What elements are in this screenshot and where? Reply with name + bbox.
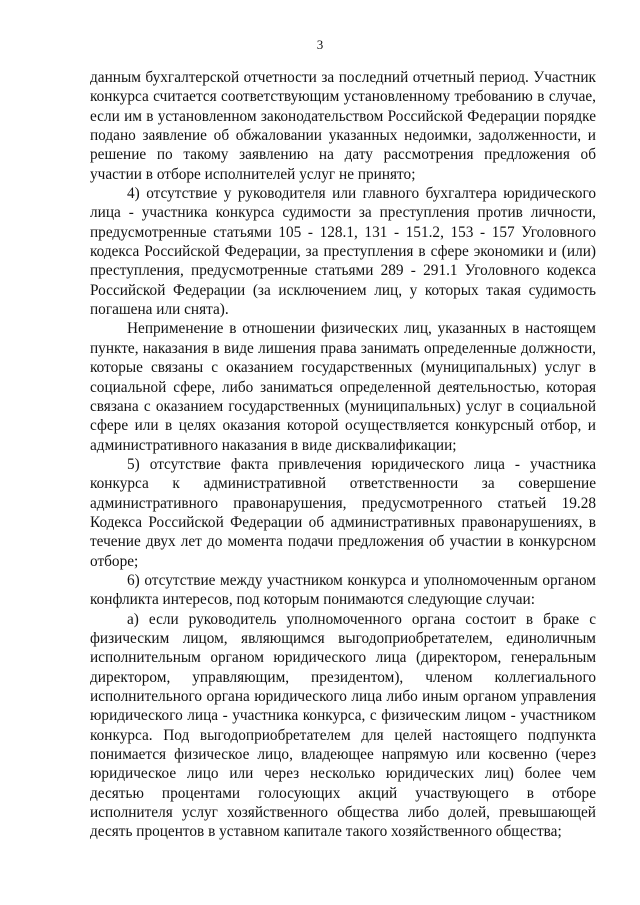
paragraph-item-6: 6) отсутствие между участником конкурса и уполномоченным органом конфликта интересов, под которым понимаются следующие случаи: [90, 571, 596, 609]
paragraph-non-application: Неприменение в отношении физических лиц, указанных в настоящем пункте, наказания в виде лишения права занимать определенные должности, которые связаны с оказанием государственных (муниципальных) услуг в социальной сфере, либо заниматься определенной деятельностью, которая связана с оказанием государственных (муниципальных) услуг в социальной сфере или в целях оказания которой осуществляется конкурсный отбор, и административного наказания в виде дисквалификации; [90, 320, 596, 454]
paragraph-item-4: 4) отсутствие у руководителя или главного бухгалтера юридического лица - участника конкурса судимости за преступления против личности, предусмотренные статьями 105 - 128.1, 131 - 151.2, 153 - 157 Уголовного кодекса Российской Федерации, за преступления в сфере экономики и (или) преступления, предусмотренные статьями 289 - 291.1 Уголовного кодекса Российской Федерации (за исключением лиц, у которых такая судимость погашена или снята). [90, 185, 596, 319]
paragraph-continuation: данным бухгалтерской отчетности за последний отчетный период. Участник конкурса считается соответствующим установленному требованию в случае, если им в установленном законодательством Российской Федерации порядке подано заявление об обжаловании указанных недоимки, задолженности, и решение по такому заявлению на дату рассмотрения предложения об участии в отборе исполнителей услуг не принято; [90, 69, 596, 183]
paragraph-item-6a: а) если руководитель уполномоченного органа состоит в браке с физическим лицом, являющимся выгодоприобретателем, единоличным исполнительным органом юридического лица (директором, генеральным директором, управляющим, президентом), членом коллегиального исполнительного органа юридического лица либо иным органом управления юридического лица - участника конкурса, с физическим лицом - участником конкурса. Под выгодоприобретателем для целей настоящего подпункта понимается физическое лицо, владеющее напрямую или косвенно (через юридическое лицо или через несколько юридических лиц) более чем десятью процентами голосующих акций участвующего в отборе исполнителя услуг хозяйственного общества либо долей, превышающей десять процентов в уставном капитале такого хозяйственного общества; [90, 610, 596, 841]
paragraph-item-5: 5) отсутствие факта привлечения юридического лица - участника конкурса к административной ответственности за совершение административного правонарушения, предусмотренного статьей 19.28 Кодекса Российской Федерации об административных правонарушениях, в течение двух лет до момента подачи предложения об участии в конкурсном отборе; [90, 455, 596, 570]
document-body [90, 68, 596, 842]
page-number: 3 [316, 37, 324, 52]
